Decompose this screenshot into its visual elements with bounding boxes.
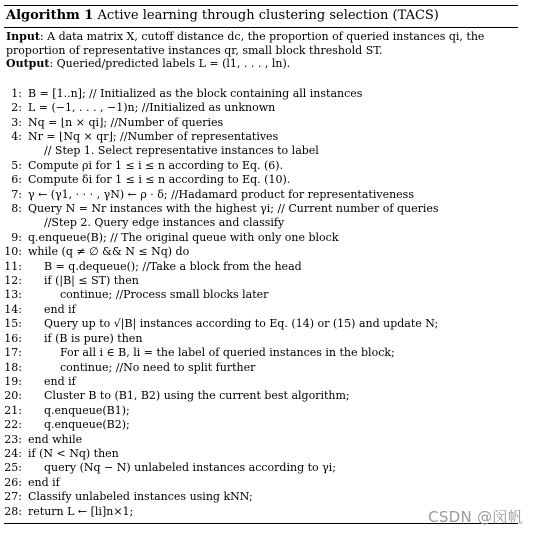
algorithm-number: Algorithm 1 [6, 8, 94, 23]
algorithm-line [4, 173, 518, 187]
input-text: : A data matrix X, cutoff distance dc, the proportion of queried instances qi, the proportion of representative instances qr, small block threshold ST. [6, 30, 485, 57]
line-code: Nq = ⌊n × qi⌋; //Number of queries [28, 115, 224, 129]
line-number [4, 144, 22, 158]
line-number: 8: [11, 202, 22, 216]
algorithm-line [4, 144, 518, 158]
line-code: Query N = Nr instances with the highest γi; // Current number of queries [28, 202, 439, 216]
line-number: 25: [4, 461, 22, 475]
line-code: q.enqueue(B); // The original queue with only one block [28, 230, 339, 244]
line-number: 19: [4, 374, 22, 388]
line-code: end while [28, 432, 83, 446]
line-number: 28: [4, 504, 22, 518]
line-code: if (N < Nq) then [28, 446, 119, 460]
line-code: Compute ρi for 1 ≤ i ≤ n according to Eq. (6). [28, 158, 284, 172]
line-code: continue; //No need to split further [60, 360, 256, 374]
algorithm-line [4, 260, 518, 274]
line-code: γ ← (γ1, · · · , γN) ← ρ · δ; //Hadamard product for representativeness [28, 187, 414, 201]
algorithm-line [4, 202, 518, 216]
line-number: 16: [4, 331, 22, 345]
line-number: 12: [4, 274, 22, 288]
algorithm-line [4, 476, 518, 490]
input-label: Input [6, 30, 40, 43]
algorithm-line [4, 332, 518, 346]
algorithm-box [4, 5, 518, 524]
line-code: Query up to √|B| instances according to Eq. (14) or (15) and update N; [44, 317, 439, 331]
algorithm-io [4, 28, 518, 71]
algorithm-line [4, 231, 518, 245]
line-code: //Step 2. Query edge instances and classify [44, 216, 285, 230]
line-number: 2: [11, 101, 22, 115]
output-label: Output [6, 57, 50, 71]
algorithm-line [4, 433, 518, 447]
algorithm-line [4, 288, 518, 302]
algorithm-title: Active learning through clustering selection (TACS) [97, 8, 439, 23]
line-code: query (Nq − N) unlabeled instances according to γi; [44, 461, 336, 475]
algorithm-line [4, 461, 518, 475]
algorithm-line [4, 101, 518, 115]
algorithm-line [4, 87, 518, 101]
line-number: 27: [4, 490, 22, 504]
line-number: 18: [4, 360, 22, 374]
line-code: Classify unlabeled instances using kNN; [28, 490, 253, 504]
line-code: q.enqueue(B2); [44, 418, 130, 432]
algorithm-line [4, 447, 518, 461]
line-code: Nr = ⌊Nq × qr⌋; //Number of representatives [28, 130, 279, 143]
algorithm-lines [4, 71, 518, 523]
algorithm-line [4, 375, 518, 389]
line-code: For all i ∈ B, li = the label of queried instances in the block; [60, 346, 395, 360]
algorithm-line [4, 159, 518, 173]
line-code: // Step 1. Select representative instances to label [44, 144, 319, 158]
algorithm-line [4, 245, 518, 259]
input-row [6, 30, 516, 57]
line-number: 26: [4, 475, 22, 489]
line-code: end if [28, 475, 60, 489]
algorithm-line [4, 361, 518, 375]
line-number: 24: [4, 446, 22, 460]
line-code: return L ← [li]n×1; [28, 504, 134, 518]
line-code: Cluster B to (B1, B2) using the current best algorithm; [44, 389, 350, 403]
line-number: 7: [11, 187, 22, 201]
algorithm-line [4, 274, 518, 288]
algorithm-line [4, 116, 518, 130]
line-code: continue; //Process small blocks later [60, 288, 269, 302]
algorithm-line [4, 130, 518, 144]
line-number: 4: [11, 130, 22, 143]
algorithm-line [4, 303, 518, 317]
algorithm-line [4, 216, 518, 230]
output-text: : Queried/predicted labels L = (l1, . . . , ln). [49, 57, 291, 71]
line-code: while (q ≠ ∅ && N ≤ Nq) do [28, 245, 190, 259]
line-number: 9: [11, 230, 22, 244]
line-number: 1: [11, 86, 22, 100]
line-number: 20: [4, 389, 22, 403]
line-code: end if [44, 302, 76, 316]
line-code: B = q.dequeue(); //Take a block from the head [44, 259, 302, 273]
line-number: 10: [4, 245, 22, 259]
line-code: if (|B| ≤ ST) then [44, 274, 139, 288]
line-code: L = (−1, . . . , −1)n; //Initialized as unknown [28, 101, 276, 115]
algorithm-line [4, 317, 518, 331]
line-number: 17: [4, 346, 22, 360]
line-code: Compute δi for 1 ≤ i ≤ n according to Eq. (10). [28, 173, 291, 187]
algorithm-line [4, 188, 518, 202]
line-number: 3: [11, 115, 22, 129]
algorithm-line [4, 404, 518, 418]
line-number: 14: [4, 302, 22, 316]
algorithm-caption [4, 6, 518, 28]
line-number: 5: [11, 158, 22, 172]
line-number: 13: [4, 288, 22, 302]
line-number: 21: [4, 403, 22, 417]
line-number: 6: [11, 173, 22, 187]
line-number: 15: [4, 317, 22, 331]
line-code: end if [44, 374, 76, 388]
line-number: 11: [4, 259, 22, 273]
algorithm-line [4, 490, 518, 504]
line-number [4, 216, 22, 230]
algorithm-line [4, 346, 518, 360]
line-number: 23: [4, 432, 22, 446]
line-code: if (B is pure) then [44, 331, 143, 345]
line-code: B = [1..n]; // Initialized as the block containing all instances [28, 86, 363, 100]
watermark: CSDN @闵帆 [428, 508, 523, 526]
algorithm-line [4, 418, 518, 432]
output-row [6, 57, 516, 71]
line-code: q.enqueue(B1); [44, 403, 130, 417]
algorithm-line [4, 389, 518, 403]
line-number: 22: [4, 418, 22, 432]
